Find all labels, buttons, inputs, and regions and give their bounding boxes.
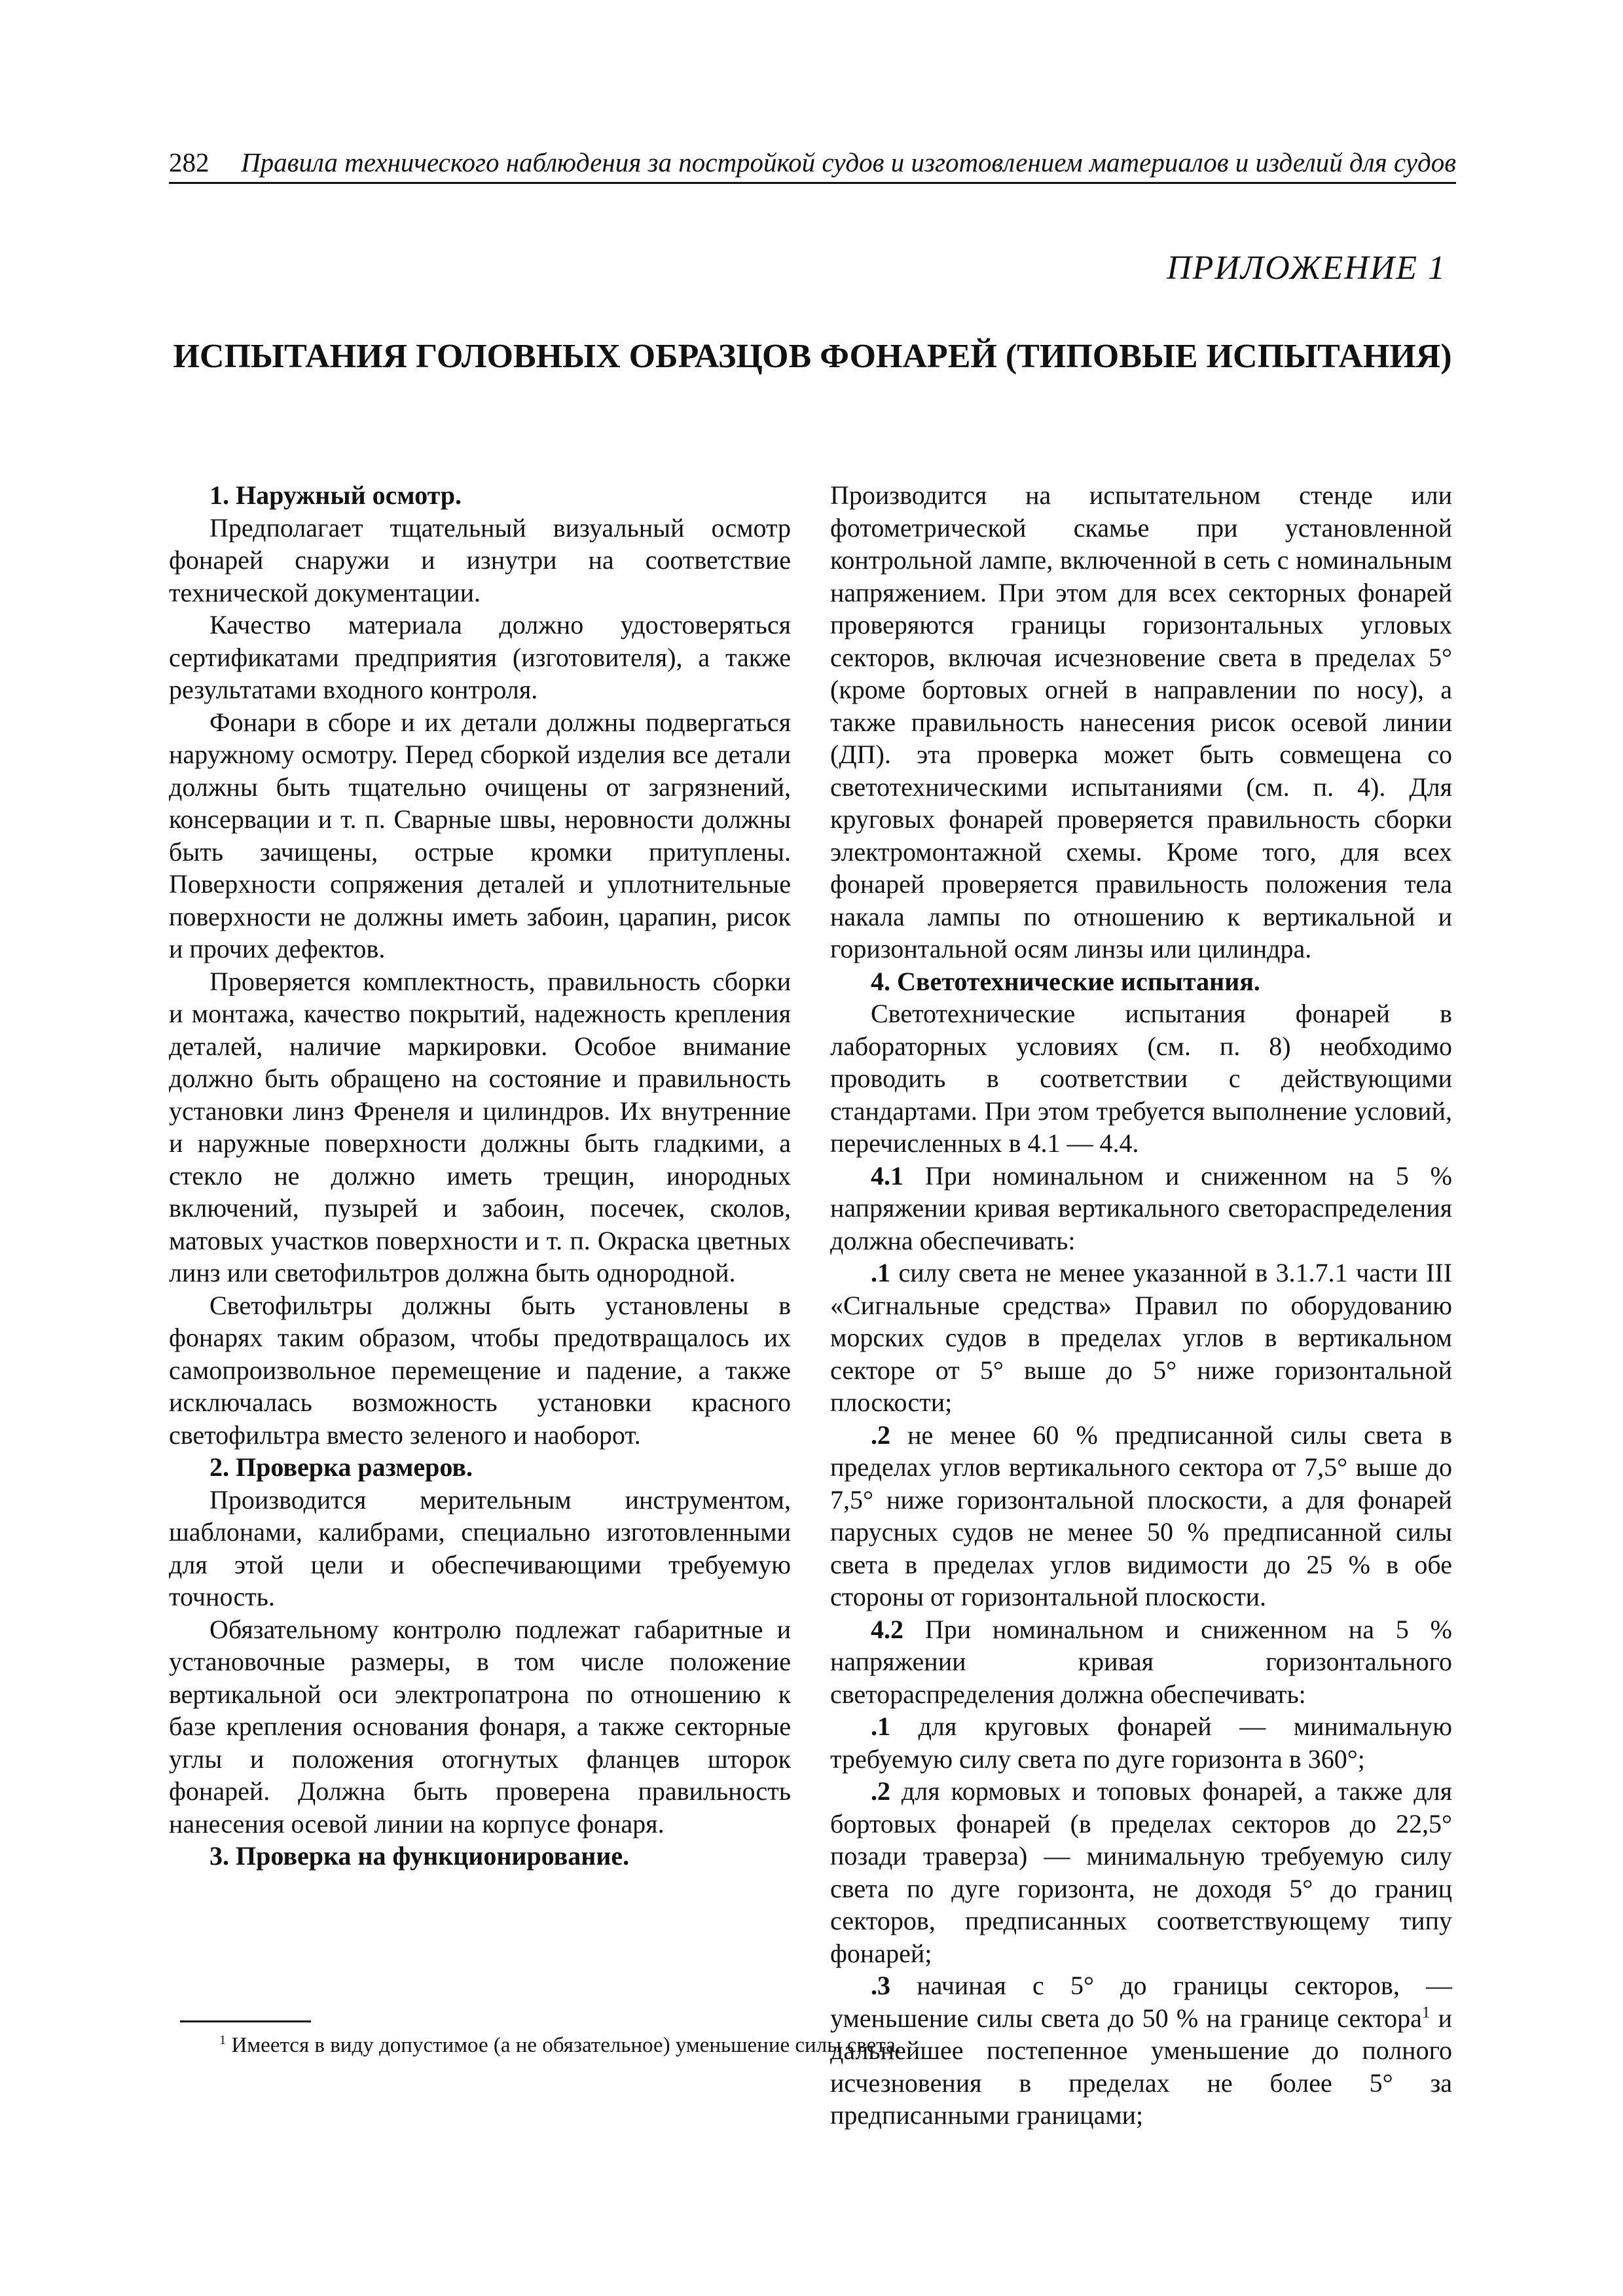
paragraph: Обязательному контролю подлежат габаритные и установочные размеры, в том числе положение вертикальной оси электропатрона по отношению к базе крепления основания фонаря, а также секторные углы и положения отогнутых фланцев шторок фонарей. Должна быть проверена правильность нанесения осевой линии на корпусе фонаря. bbox=[169, 1614, 791, 1839]
item-text: для круговых фонарей — минимальную требуемую силу света по дуге горизонта в 360°; bbox=[830, 1712, 1452, 1774]
paragraph: Фонари в сборе и их детали должны подвергаться наружному осмотру. Перед сборкой изделия все детали должны быть тщательно очищены от загрязнений, консервации и т. п. Сварные швы, неровности должны быть зачищены, острые кромки притуплены. Поверхности сопряжения деталей и уплотнительные поверхности не должны иметь забоин, царапин, рисок и прочих дефектов. bbox=[169, 707, 791, 963]
list-item bbox=[830, 1257, 1452, 1419]
left-column bbox=[169, 479, 791, 1873]
footnote-marker: 1 bbox=[219, 2033, 227, 2047]
clause-text: При номинальном и сниженном на 5 % напряжении кривая вертикального светораспределения должна обеспечивать: bbox=[830, 1160, 1452, 1255]
section-heading: 4. Светотехнические испытания. bbox=[871, 966, 1260, 996]
list-item bbox=[830, 1969, 1452, 2132]
section-heading: 1. Наружный осмотр. bbox=[210, 480, 462, 510]
paragraph: Светотехнические испытания фонарей в лабораторных условиях (см. п. 8) необходимо проводить в соответствии с действующими стандартами. При этом требуется выполнение условий, перечисленных в 4.1 — 4.4. bbox=[830, 999, 1452, 1158]
document-title: ИСПЫТАНИЯ ГОЛОВНЫХ ОБРАЗЦОВ ФОНАРЕЙ (ТИПОВЫЕ ИСПЫТАНИЯ) bbox=[173, 338, 1452, 375]
item-text: и дальнейшее постепенное уменьшение до полного исчезновения в пределах не более 5° за предписанными границами; bbox=[830, 2003, 1453, 2130]
item-number: .2 bbox=[871, 1776, 890, 1806]
footnote-text: Имеется в виду допустимое (а не обязательное) уменьшение силы света. bbox=[231, 2034, 901, 2057]
paragraph: Производится мерительным инструментом, шаблонами, калибрами, специально изготовленными для этой цели и обеспечивающими требуемую точность. bbox=[169, 1484, 791, 1611]
list-item bbox=[830, 1775, 1452, 1969]
clause-text: При номинальном и сниженном на 5 % напряжении кривая горизонтального светораспределения должна обеспечивать: bbox=[830, 1614, 1452, 1709]
footnote bbox=[219, 2031, 901, 2060]
list-item bbox=[830, 1419, 1452, 1613]
item-text: начиная с 5° до границы секторов, — уменьшение силы света до 50 % на границе сектора bbox=[830, 1971, 1452, 2033]
clause-4-2 bbox=[830, 1613, 1452, 1711]
item-text: для кормовых и топовых фонарей, а также для бортовых фонарей (в пределах секторов до 22,5° позади траверза) — минимальную требуемую силу света по дуге горизонта, не доходя 5° до границ секторов, предписанных соответствующему типу фонарей; bbox=[830, 1776, 1452, 1968]
section-heading: 2. Проверка размеров. bbox=[210, 1452, 473, 1482]
item-number: .1 bbox=[871, 1712, 890, 1741]
item-number: .2 bbox=[871, 1420, 890, 1450]
clause-number: 4.1 bbox=[871, 1160, 903, 1191]
clause-4-1 bbox=[830, 1160, 1452, 1257]
paragraph: Предполагает тщательный визуальный осмотр фонарей снаружи и изнутри на соответствие технической документации. bbox=[169, 512, 791, 607]
paragraph: Светофильтры должны быть установлены в фонарях таким образом, чтобы предотвращалось их самопроизвольное перемещение и падение, а также исключалась возможность установки красного светофильтра вместо зеленого и наоборот. bbox=[169, 1290, 791, 1450]
footnote-divider bbox=[180, 2020, 311, 2022]
paragraph: Производится на испытательном стенде или фотометрической скамье при установленной контрольной лампе, включенной в сеть с номинальным напряжением. При этом для всех секторных фонарей проверяются границы горизонтальных угловых секторов, включая исчезновение света в пределах 5° (кроме бортовых огней в направлении по носу), а также правильность нанесения рисок осевой линии (ДП). эта проверка может быть совмещена со светотехническими испытаниями (см. п. 4). Для круговых фонарей проверяется правильность сборки электромонтажной схемы. Кроме того, для всех фонарей проверяется правильность положения тела накала лампы по отношению к вертикальной и горизонтальной осям линзы или цилиндра. bbox=[830, 480, 1452, 963]
item-number: .1 bbox=[871, 1258, 890, 1287]
clause-number: 4.2 bbox=[871, 1614, 903, 1644]
running-header bbox=[169, 143, 1456, 184]
paragraph: Проверяется комплектность, правильность сборки и монтажа, качество покрытий, надежность крепления деталей, наличие маркировки. Особое внимание должно быть обращено на состояние и правильность установки линз Френеля и цилиндров. Их внутренние и наружные поверхности должны быть гладкими, а стекло не должно иметь трещин, инородных включений, пузырей и забоин, посечек, сколов, матовых участков поверхности и т. п. Окраска цветных линз или светофильтров должна быть однородной. bbox=[169, 966, 791, 1287]
list-item bbox=[830, 1710, 1452, 1775]
footnote-reference[interactable]: 1 bbox=[1421, 2003, 1431, 2022]
right-column bbox=[830, 479, 1452, 2132]
item-text: не менее 60 % предписанной силы света в пределах углов вертикального сектора от 7,5° выше до 7,5° ниже горизонтальной плоскости, а для фонарей парусных судов не менее 50 % предписанной силы света в пределах углов видимости до 25 % в обе стороны от горизонтальной плоскости. bbox=[830, 1420, 1452, 1611]
appendix-label: ПРИЛОЖЕНИЕ 1 bbox=[1167, 249, 1446, 287]
item-number: .3 bbox=[871, 1971, 890, 2000]
section-heading: 3. Проверка на функционирование. bbox=[210, 1841, 630, 1871]
paragraph: Качество материала должно удостоверяться сертификатами предприятия (изготовителя), а также результатами входного контроля. bbox=[169, 610, 791, 704]
running-title: Правила технического наблюдения за постройкой судов и изготовлением материалов и изделий для судов bbox=[241, 147, 1456, 177]
page-number: 282 bbox=[169, 147, 210, 177]
item-text: силу света не менее указанной в 3.1.7.1 части III «Сигнальные средства» Правил по оборудованию морских судов в пределах углов в вертикальном секторе от 5° выше до 5° ниже горизонтальной плоскости; bbox=[830, 1258, 1453, 1417]
